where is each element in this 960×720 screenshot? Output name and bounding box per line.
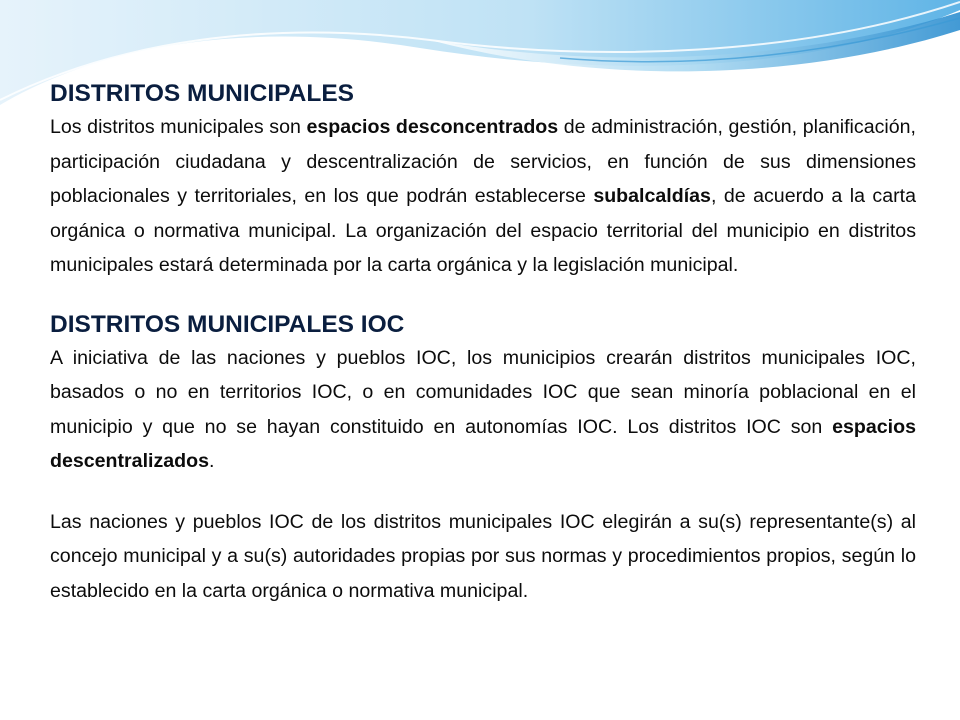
paragraph-distritos-ioc: [50, 341, 916, 479]
paragraph-naciones-pueblos-ioc: Las naciones y pueblos IOC de los distritos municipales IOC elegirán a su(s) representante(s) al concejo municipal y a su(s) autoridades propias por sus normas y procedimientos propios, según lo establecido en la carta orgánica o normativa municipal.: [50, 510, 916, 602]
section-title-distritos-municipales-ioc: DISTRITOS MUNICIPALES IOC: [50, 310, 405, 338]
bold-text-run: espacios desconcentrados: [306, 116, 559, 138]
section-title-distritos-municipales: DISTRITOS MUNICIPALES: [50, 80, 355, 107]
text-run: Los distritos municipales son: [50, 116, 307, 138]
bold-text-run: espacios descentralizados: [50, 415, 916, 472]
text-run: de administración, gestión, planificación, participación ciudadana y descentralización de servicios, en función de sus dimensiones poblacionales y territoriales, en los que podrán establecerse: [50, 116, 916, 207]
slide-content: [50, 78, 916, 608]
bold-text-run: subalcaldías: [593, 185, 711, 207]
text-run: A iniciativa de las naciones y pueblos IOC, los municipios crearán distritos municipales IOC, basados o no en territorios IOC, o en comunidades IOC que sean minoría poblacional en el municipio y que no se hayan constituido en autonomías IOC. Los distritos IOC son: [50, 346, 916, 438]
spacer: [50, 479, 916, 505]
spacer: [50, 283, 916, 309]
text-run: , de acuerdo a la carta orgánica o normativa municipal. La organización del espacio territorial del municipio en distritos municipales estará determinada por la carta orgánica y la legislación municipal.: [50, 185, 916, 276]
text-run: .: [209, 450, 215, 472]
paragraph-distritos-municipales: [50, 110, 916, 283]
